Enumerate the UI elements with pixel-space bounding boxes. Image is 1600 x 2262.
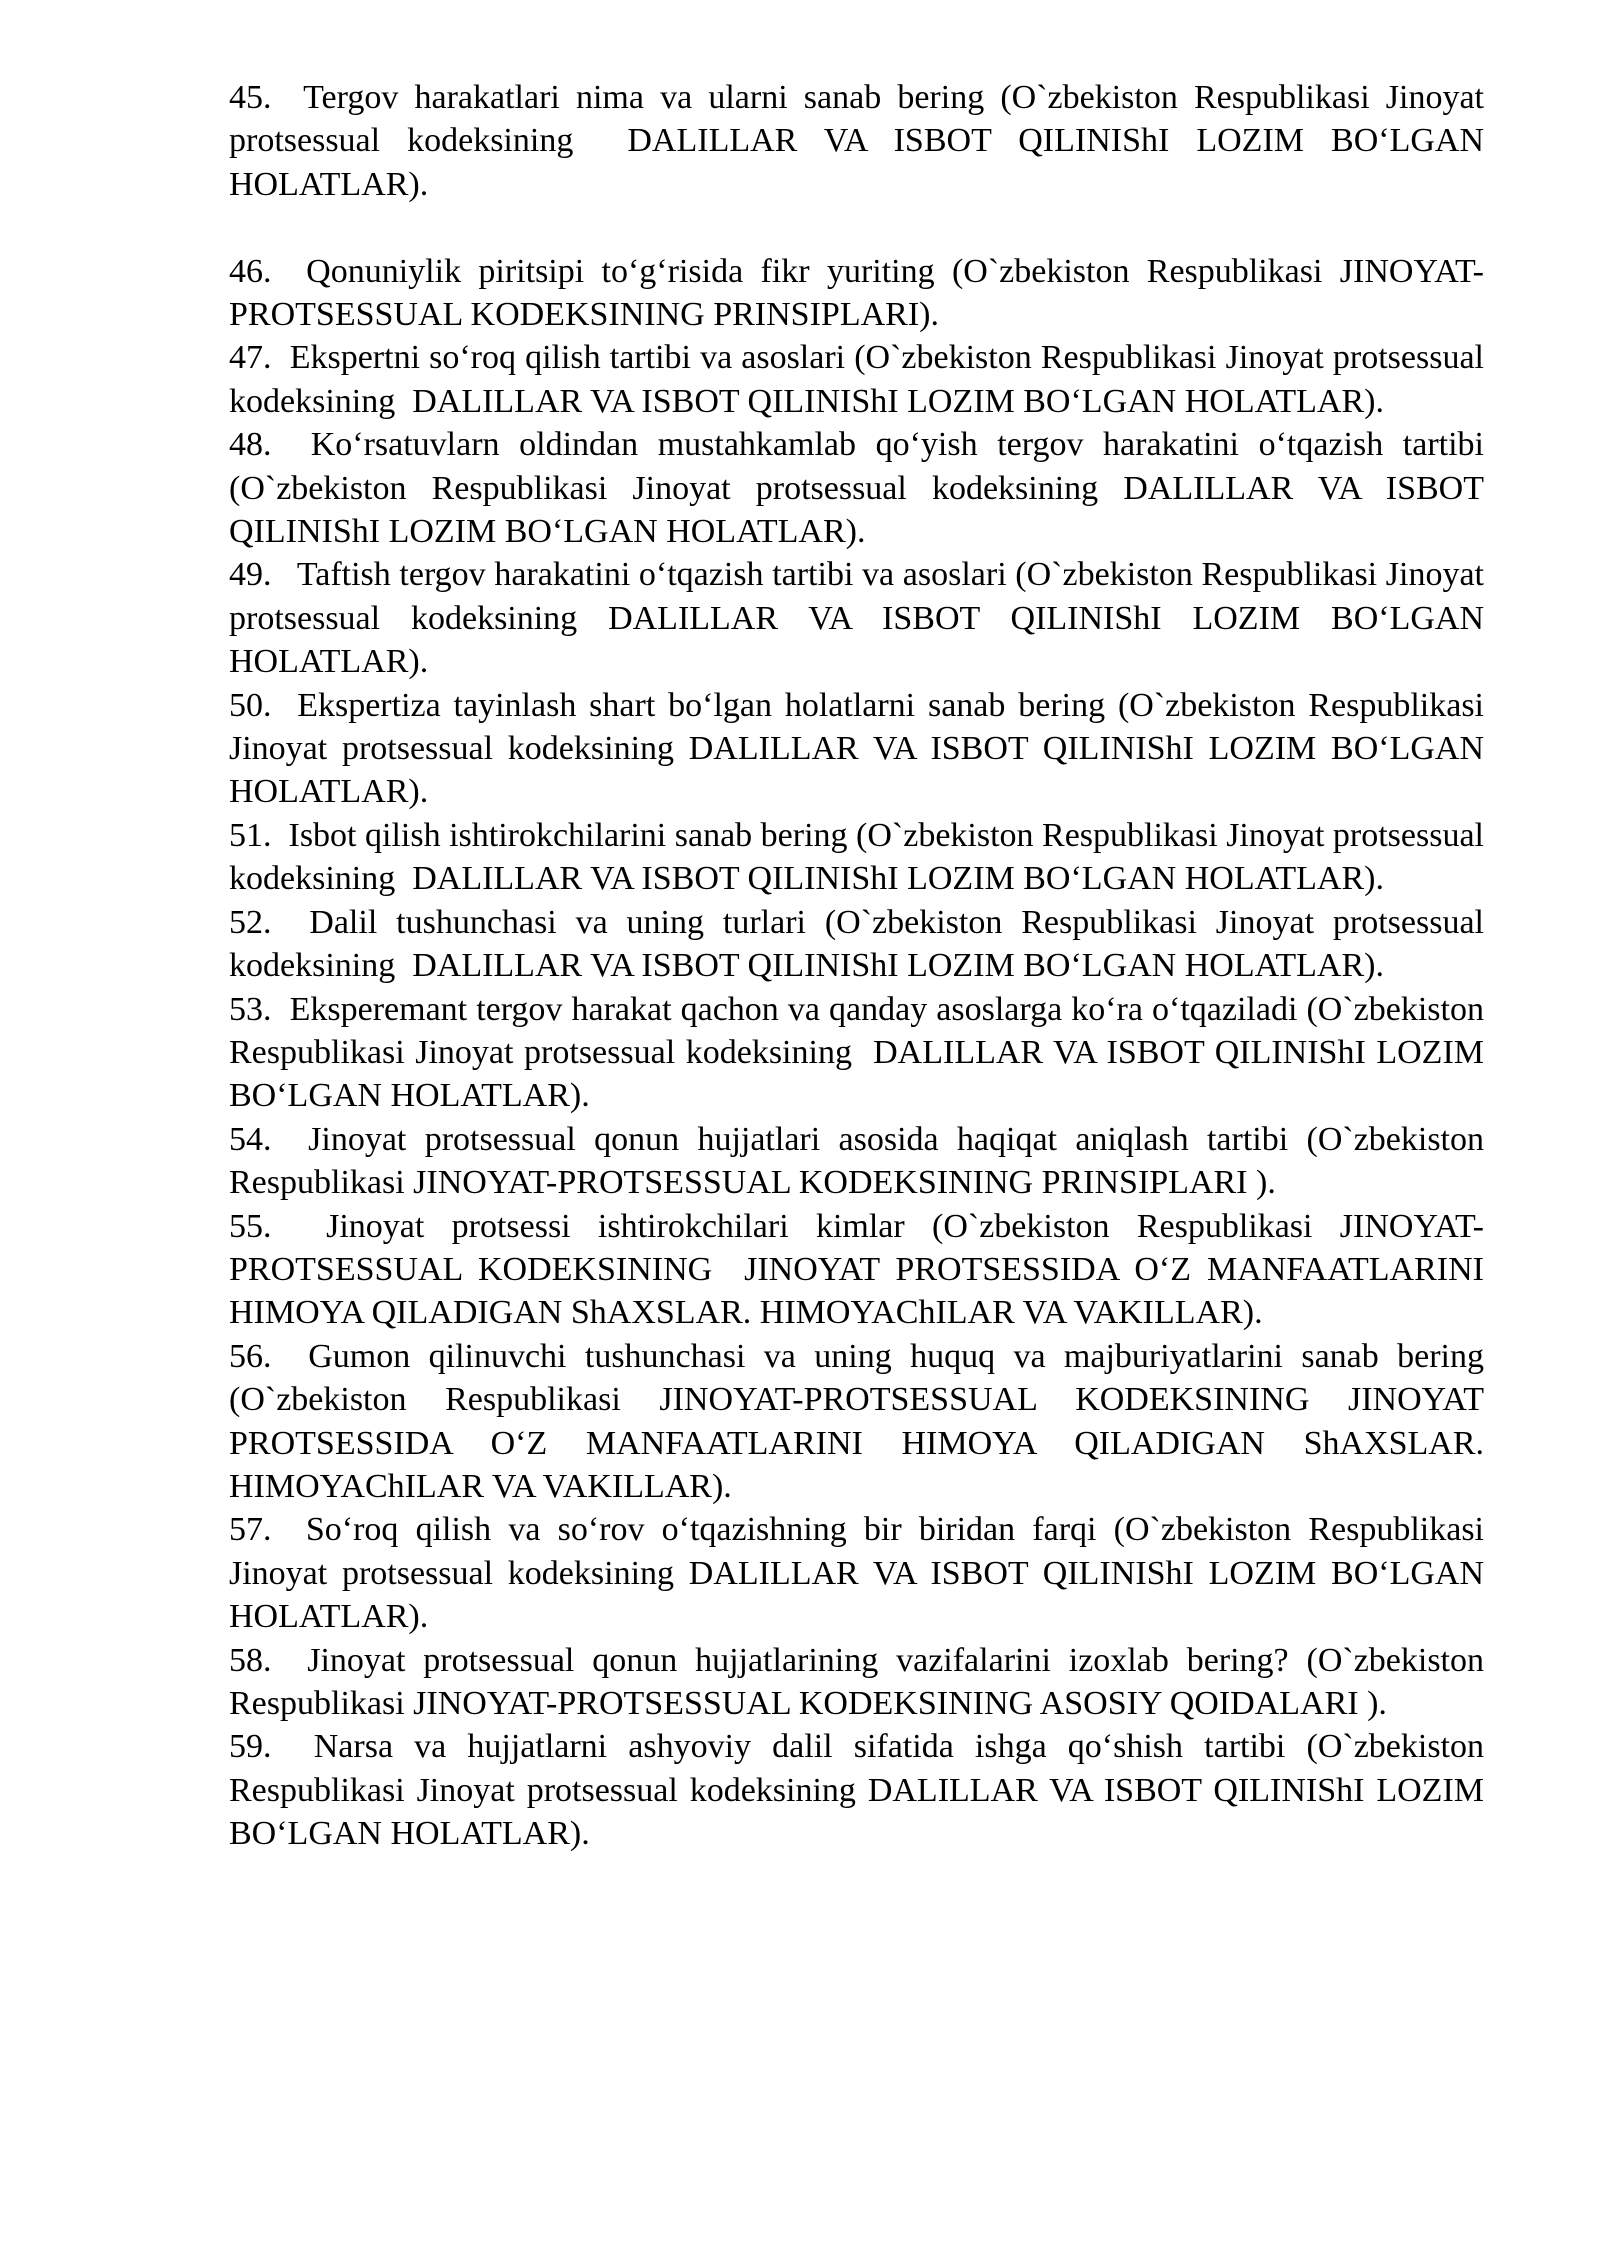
question-item: 59. Narsa va hujjatlarni ashyoviy dalil sifatida ishga qo‘shish tartibi (O`zbekiston Respublikasi Jinoyat protsessual kodeksining DALILLAR VA ISBOT QILINIShI LOZIM BO‘LGAN HOLATLAR). (229, 1728, 1493, 1853)
question-item: 49. Taftish tergov harakatini o‘tqazish tartibi va asoslari (O`zbekiston Respublikasi Jinoyat protsessual kodeksining DALILLAR VA ISBOT QILINIShI LOZIM BO‘LGAN HOLATLAR). (229, 556, 1493, 681)
question-item: 57. So‘roq qilish va so‘rov o‘tqazishning bir biridan farqi (O`zbekiston Respublikasi Jinoyat protsessual kodeksining DALILLAR VA ISBOT QILINIShI LOZIM BO‘LGAN HOLATLAR). (229, 1511, 1493, 1636)
question-item: 47. Ekspertni so‘roq qilish tartibi va asoslari (O`zbekiston Respublikasi Jinoyat protsessual kodeksining DALILLAR VA ISBOT QILINIShI LOZIM BO‘LGAN HOLATLAR). (229, 339, 1493, 420)
document-page (229, 76, 1493, 1856)
question-item: 53. Eksperemant tergov harakat qachon va qanday asoslarga ko‘ra o‘tqaziladi (O`zbekiston Respublikasi Jinoyat protsessual kodeksining DALILLAR VA ISBOT QILINIShI LOZIM BO‘LGAN HOLATLAR). (229, 990, 1493, 1115)
question-item: 58. Jinoyat protsessual qonun hujjatlarining vazifalarini izoxlab bering? (O`zbekiston Respublikasi JINOYAT-PROTSESSUAL KODEKSINING ASOSIY QOIDALARI ). (229, 1641, 1493, 1723)
question-item: 48. Ko‘rsatuvlarn oldindan mustahkamlab qo‘yish tergov harakatini o‘tqazish tartibi (O`zbekiston Respublikasi Jinoyat protsessual kodeksining DALILLAR VA ISBOT QILINIShI LOZIM BO‘LGAN HOLATLAR). (229, 426, 1493, 551)
question-item: 55. Jinoyat protsessi ishtirokchilari kimlar (O`zbekiston Respublikasi JINOYAT-PROTSESSUAL KODEKSINING JINOYAT PROTSESSIDA O‘Z MANFAATLARINI HIMOYA QILADIGAN ShAXSLAR. HIMOYAChILAR VA VAKILLAR). (229, 1207, 1493, 1332)
question-item: 56. Gumon qilinuvchi tushunchasi va uning huquq va majburiyatlarini sanab bering (O`zbekiston Respublikasi JINOYAT-PROTSESSUAL KODEKSINING JINOYAT PROTSESSIDA O‘Z MANFAATLARINI HIMOYA QILADIGAN ShAXSLAR. HIMOYAChILAR VA VAKILLAR). (229, 1337, 1493, 1505)
question-item: 45. Tergov harakatlari nima va ularni sanab bering (O`zbekiston Respublikasi Jinoyat protsessual kodeksining DALILLAR VA ISBOT QILINIShI LOZIM BO‘LGAN HOLATLAR). (229, 79, 1493, 203)
question-item: 51. Isbot qilish ishtirokchilarini sanab bering (O`zbekiston Respublikasi Jinoyat protsessual kodeksining DALILLAR VA ISBOT QILINIShI LOZIM BO‘LGAN HOLATLAR). (229, 816, 1493, 898)
question-item: 50. Ekspertiza tayinlash shart bo‘lgan holatlarni sanab bering (O`zbekiston Respublikasi Jinoyat protsessual kodeksining DALILLAR VA ISBOT QILINIShI LOZIM BO‘LGAN HOLATLAR). (229, 686, 1493, 811)
question-item: 52. Dalil tushunchasi va uning turlari (O`zbekiston Respublikasi Jinoyat protsessual kodeksining DALILLAR VA ISBOT QILINIShI LOZIM BO‘LGAN HOLATLAR). (229, 903, 1493, 985)
question-item: 54. Jinoyat protsessual qonun hujjatlari asosida haqiqat aniqlash tartibi (O`zbekiston Respublikasi JINOYAT-PROTSESSUAL KODEKSINING PRINSIPLARI ). (229, 1120, 1493, 1202)
question-item: 46. Qonuniylik piritsipi to‘g‘risida fikr yuriting (O`zbekiston Respublikasi JINOYAT-PROTSESSUAL KODEKSINING PRINSIPLARI). (229, 252, 1484, 334)
